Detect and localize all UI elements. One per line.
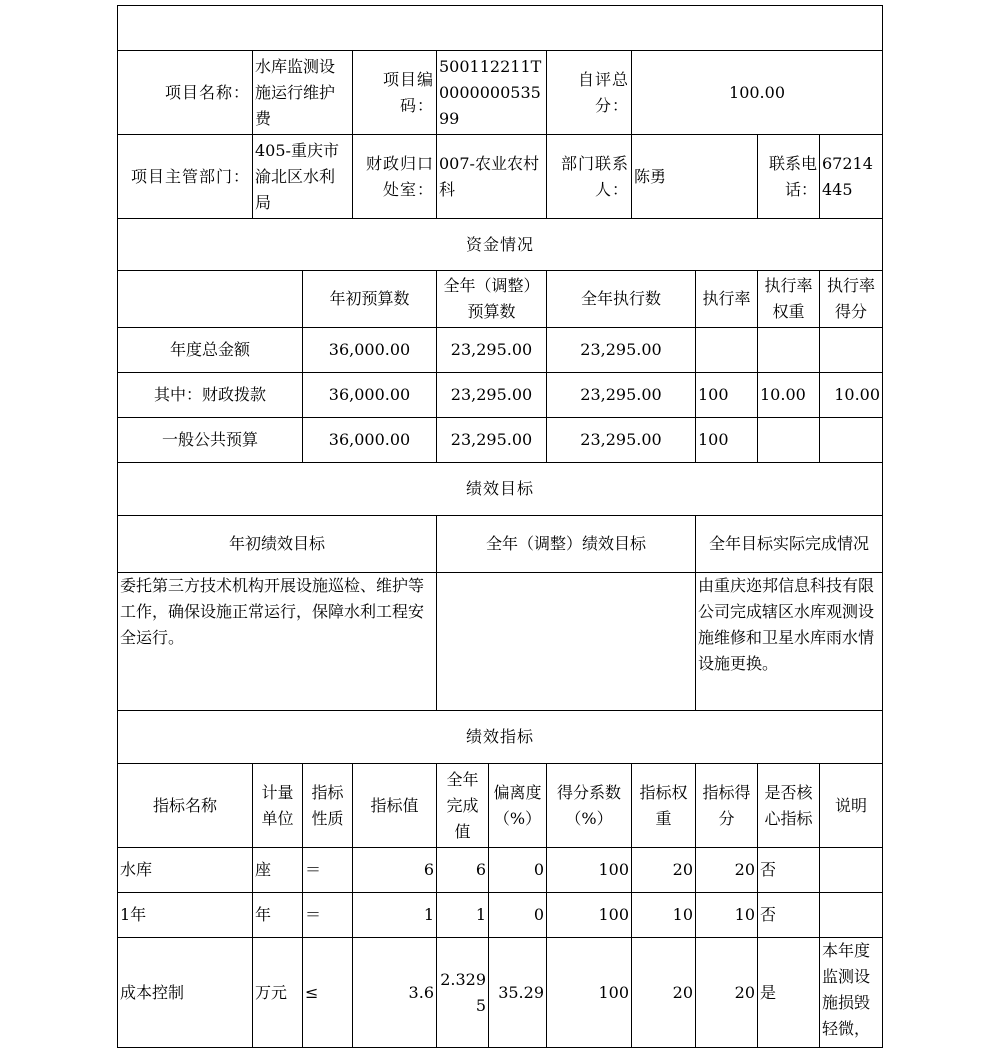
ind-done: 6	[437, 848, 489, 893]
goals-header-adjusted: 全年（调整）绩效目标	[437, 516, 696, 573]
goals-content-row	[118, 573, 883, 711]
funds-row-rate	[696, 328, 758, 373]
project-code-value: 500112211T000000053599	[437, 51, 547, 135]
self-score-label: 自评总分：	[547, 51, 632, 135]
funds-row-executed: 23,295.00	[547, 418, 696, 463]
funds-row	[118, 418, 883, 463]
ind-note	[820, 893, 883, 938]
goals-adjusted-text	[437, 573, 696, 711]
goals-header-initial: 年初绩效目标	[118, 516, 437, 573]
ind-unit: 年	[253, 893, 303, 938]
phone-value: 67214445	[820, 135, 883, 219]
goals-initial-text: 委托第三方技术机构开展设施巡检、维护等工作，确保设施正常运行，保障水利工程安全运行。	[118, 573, 437, 711]
blank-title-row	[118, 6, 883, 51]
evaluation-table	[117, 5, 883, 1048]
indicator-row	[118, 938, 883, 1048]
goals-section-row	[118, 463, 883, 516]
evaluation-sheet	[117, 5, 882, 1053]
funds-section-row	[118, 219, 883, 271]
ind-header-target: 指标值	[353, 764, 437, 848]
funds-row-adjusted: 23,295.00	[437, 373, 547, 418]
ind-name: 水库	[118, 848, 253, 893]
funds-row	[118, 328, 883, 373]
goals-header-row	[118, 516, 883, 573]
ind-name: 成本控制	[118, 938, 253, 1048]
ind-core: 否	[758, 848, 820, 893]
ind-header-core: 是否核心指标	[758, 764, 820, 848]
funds-header-score: 执行率得分	[820, 271, 883, 328]
ind-core: 是	[758, 938, 820, 1048]
finance-label: 财政归口处室：	[353, 135, 437, 219]
self-score-value: 100.00	[632, 51, 883, 135]
project-name-value: 水库监测设施运行维护费	[253, 51, 353, 135]
ind-note	[820, 848, 883, 893]
funds-row-adjusted: 23,295.00	[437, 418, 547, 463]
ind-note: 本年度监测设施损毁轻微，	[820, 938, 883, 1048]
ind-score: 20	[696, 848, 758, 893]
finance-value: 007-农业农村科	[437, 135, 547, 219]
funds-row-initial: 36,000.00	[303, 418, 437, 463]
funds-row-initial: 36,000.00	[303, 328, 437, 373]
ind-target: 1	[353, 893, 437, 938]
ind-nature: ＝	[303, 893, 353, 938]
ind-nature: ≤	[303, 938, 353, 1048]
funds-row-rate: 100	[696, 418, 758, 463]
ind-header-note: 说明	[820, 764, 883, 848]
ind-unit: 万元	[253, 938, 303, 1048]
funds-row-label: 一般公共预算	[118, 418, 303, 463]
funds-row-label: 其中：财政拨款	[118, 373, 303, 418]
funds-row-score: 10.00	[820, 373, 883, 418]
funds-row-rate: 100	[696, 373, 758, 418]
dept-label: 项目主管部门：	[118, 135, 253, 219]
ind-header-unit: 计量单位	[253, 764, 303, 848]
ind-score: 20	[696, 938, 758, 1048]
ind-header-deviation: 偏离度（%）	[489, 764, 547, 848]
contact-value: 陈勇	[632, 135, 758, 219]
funds-row-weight	[758, 328, 820, 373]
ind-core: 否	[758, 893, 820, 938]
goals-section-title: 绩效目标	[118, 463, 883, 516]
funds-row-initial: 36,000.00	[303, 373, 437, 418]
funds-header-adjusted: 全年（调整）预算数	[437, 271, 547, 328]
ind-score: 10	[696, 893, 758, 938]
funds-header-weight: 执行率权重	[758, 271, 820, 328]
indicators-section-row	[118, 711, 883, 764]
funds-section-title: 资金情况	[118, 219, 883, 271]
funds-row-executed: 23,295.00	[547, 373, 696, 418]
indicators-section-title: 绩效指标	[118, 711, 883, 764]
dept-value: 405-重庆市渝北区水利局	[253, 135, 353, 219]
indicators-header-row	[118, 764, 883, 848]
ind-header-coefficient: 得分系数（%）	[547, 764, 632, 848]
ind-header-name: 指标名称	[118, 764, 253, 848]
ind-nature: ＝	[303, 848, 353, 893]
ind-target: 6	[353, 848, 437, 893]
funds-row-score	[820, 418, 883, 463]
funds-header-blank	[118, 271, 303, 328]
indicator-row	[118, 893, 883, 938]
project-name-label: 项目名称：	[118, 51, 253, 135]
ind-coefficient: 100	[547, 848, 632, 893]
goals-actual-text: 由重庆迩邦信息科技有限公司完成辖区水库观测设施维修和卫星水库雨水情设施更换。	[696, 573, 883, 711]
funds-row-score	[820, 328, 883, 373]
goals-header-actual: 全年目标实际完成情况	[696, 516, 883, 573]
dept-info-row	[118, 135, 883, 219]
ind-target: 3.6	[353, 938, 437, 1048]
ind-header-nature: 指标性质	[303, 764, 353, 848]
ind-coefficient: 100	[547, 938, 632, 1048]
funds-row-adjusted: 23,295.00	[437, 328, 547, 373]
project-code-label: 项目编码：	[353, 51, 437, 135]
contact-label: 部门联系人：	[547, 135, 632, 219]
ind-weight: 20	[632, 938, 696, 1048]
funds-row-executed: 23,295.00	[547, 328, 696, 373]
ind-header-weight: 指标权重	[632, 764, 696, 848]
phone-label: 联系电话：	[758, 135, 820, 219]
ind-coefficient: 100	[547, 893, 632, 938]
funds-row-weight: 10.00	[758, 373, 820, 418]
ind-header-score: 指标得分	[696, 764, 758, 848]
ind-deviation: 0	[489, 893, 547, 938]
indicator-row	[118, 848, 883, 893]
ind-done: 2.3295	[437, 938, 489, 1048]
ind-done: 1	[437, 893, 489, 938]
funds-row	[118, 373, 883, 418]
ind-deviation: 35.29	[489, 938, 547, 1048]
funds-header-initial: 年初预算数	[303, 271, 437, 328]
funds-row-label: 年度总金额	[118, 328, 303, 373]
funds-header-executed: 全年执行数	[547, 271, 696, 328]
funds-row-weight	[758, 418, 820, 463]
ind-deviation: 0	[489, 848, 547, 893]
ind-unit: 座	[253, 848, 303, 893]
ind-header-done: 全年完成值	[437, 764, 489, 848]
blank-title-cell	[118, 6, 883, 51]
funds-header-row	[118, 271, 883, 328]
project-info-row	[118, 51, 883, 135]
ind-weight: 20	[632, 848, 696, 893]
ind-name: 1年	[118, 893, 253, 938]
ind-weight: 10	[632, 893, 696, 938]
funds-header-rate: 执行率	[696, 271, 758, 328]
